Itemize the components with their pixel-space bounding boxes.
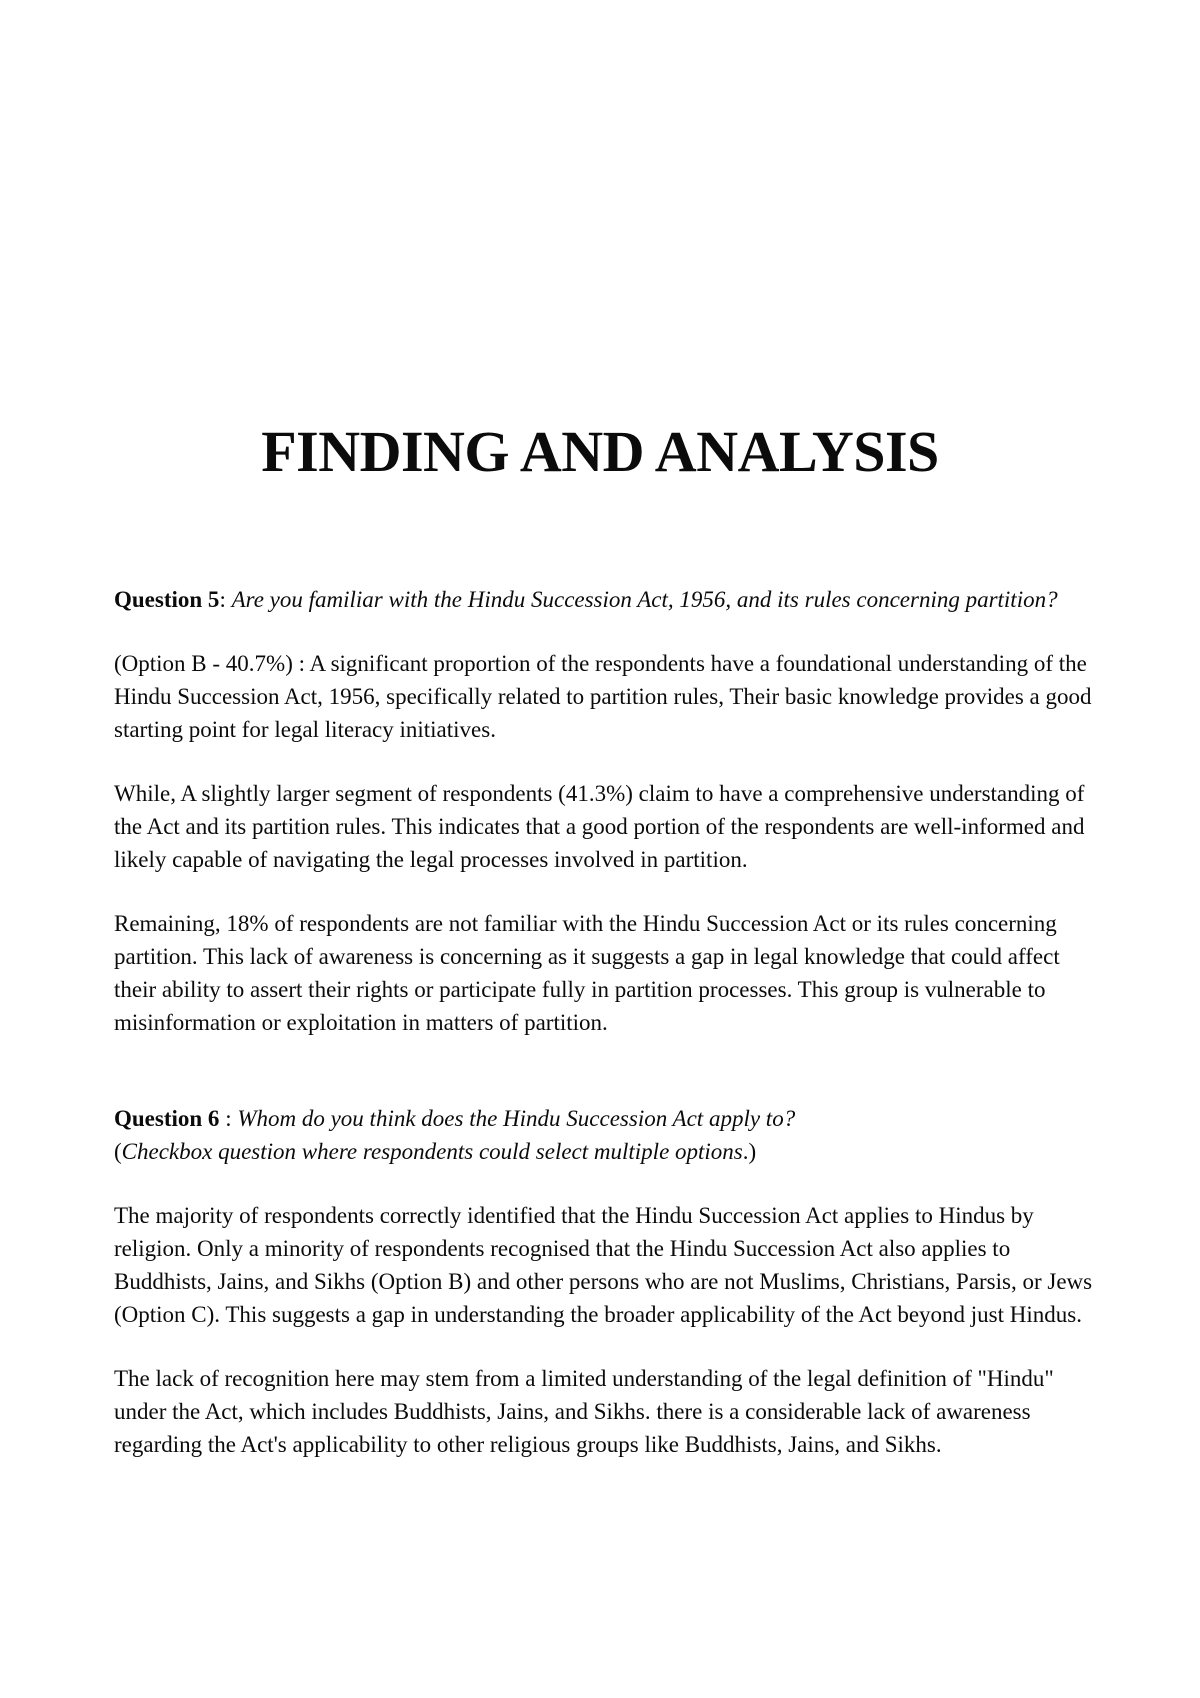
question-5-heading	[114, 583, 1104, 616]
question-5-text: Are you familiar with the Hindu Succession Act, 1956, and its rules concerning partition?	[231, 587, 1058, 612]
question-6-heading	[114, 1102, 1104, 1135]
document-body	[114, 583, 1104, 1461]
question-5-paragraph-1: (Option B - 40.7%) : A significant proportion of the respondents have a foundational understanding of the Hindu Succession Act, 1956, specifically related to partition rules, Their basic knowledge provides a good starting point for legal literacy initiatives.	[114, 651, 1092, 742]
question-6-note	[114, 1135, 1104, 1168]
question-5-paragraph-2: While, A slightly larger segment of respondents (41.3%) claim to have a comprehensive understanding of the Act and its partition rules. This indicates that a good portion of the respondents are well-informed and likely capable of navigating the legal processes involved in partition.	[114, 781, 1085, 872]
question-6-note-text: Checkbox question where respondents could select multiple options	[121, 1139, 743, 1164]
question-6-note-close: .)	[742, 1139, 757, 1164]
question-5-label: Question 5	[114, 587, 220, 612]
question-5-paragraph-3: Remaining, 18% of respondents are not familiar with the Hindu Succession Act or its rules concerning partition. This lack of awareness is concerning as it suggests a gap in legal knowledge that could affect their ability to assert their rights or participate fully in partition processes. This group is vulnerable to misinformation or exploitation in matters of partition.	[114, 911, 1060, 1035]
question-5-separator: :	[219, 587, 232, 612]
question-6-note-open: (	[114, 1139, 122, 1164]
question-6-text: Whom do you think does the Hindu Succession Act apply to?	[237, 1106, 796, 1131]
question-6-paragraph-2: The lack of recognition here may stem from a limited understanding of the legal definition of "Hindu" under the Act, which includes Buddhists, Jains, and Sikhs. there is a considerable lack of awareness regarding the Act's applicability to other religious groups like Buddhists, Jains, and Sikhs.	[114, 1366, 1054, 1457]
question-6-separator: :	[219, 1106, 238, 1131]
page-title: FINDING AND ANALYSIS	[261, 419, 939, 484]
question-6-paragraph-1: The majority of respondents correctly identified that the Hindu Succession Act applies to Hindus by religion. Only a minority of respondents recognised that the Hindu Succession Act also applies to Buddhists, Jains, and Sikhs (Option B) and other persons who are not Muslims, Christians, Parsis, or Jews (Option C). This suggests a gap in understanding the broader applicability of the Act beyond just Hindus.	[114, 1203, 1093, 1327]
question-6-label: Question 6	[114, 1106, 220, 1131]
